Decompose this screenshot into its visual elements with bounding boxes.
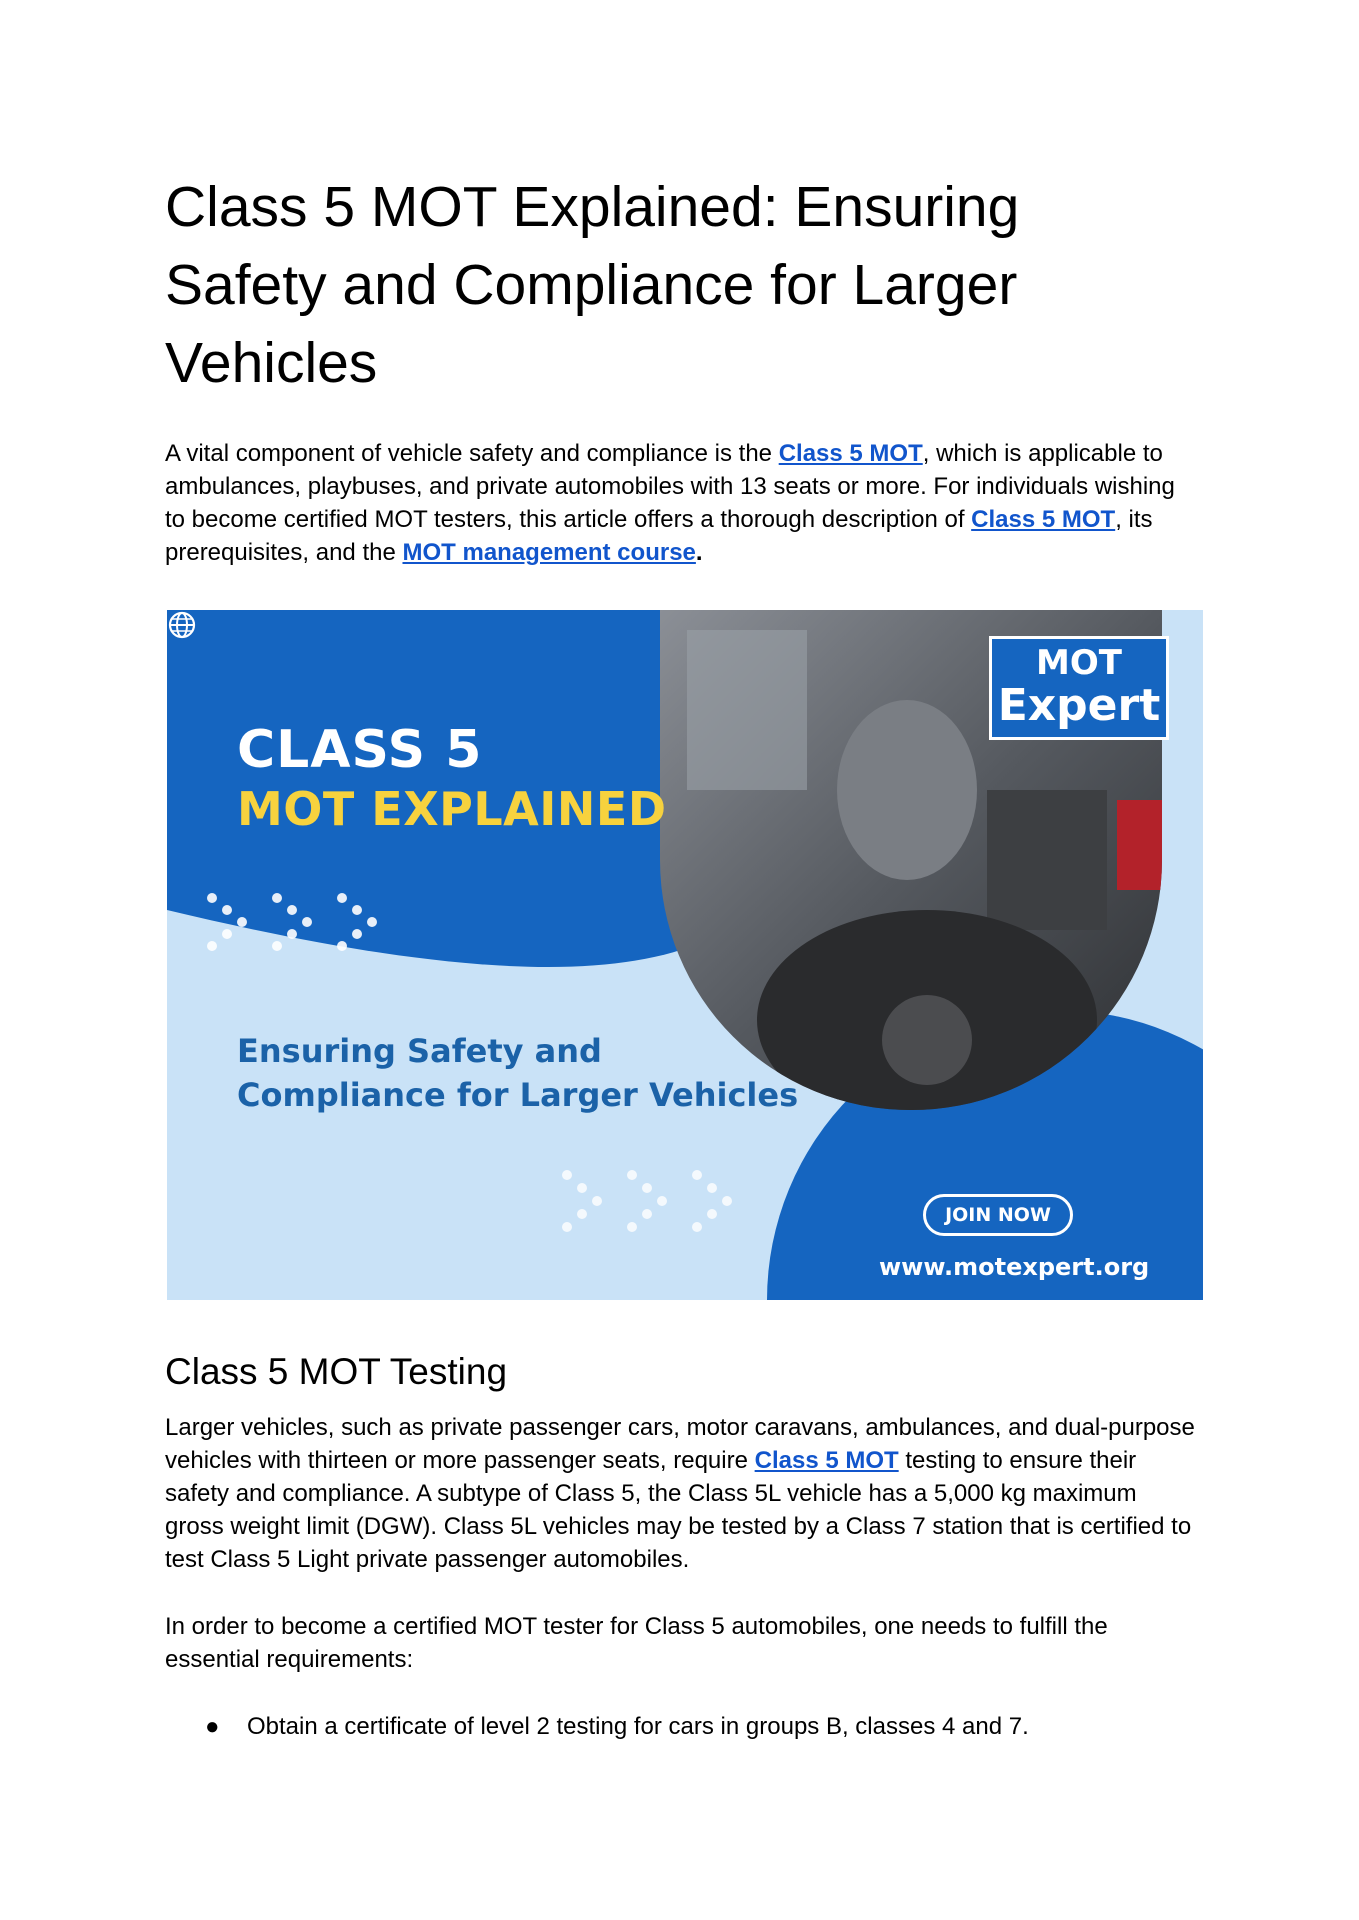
logo-line2: Expert [997, 680, 1161, 731]
testing-text-1: Larger vehicles, such as private passenger cars, motor caravans, ambulances, and dual-purpose vehicles with thirteen or more passenger seats, require [165, 1414, 1195, 1474]
testing-text-2: testing to ensure their safety and compliance. A subtype of Class 5, the Class 5L vehicle has a 5,000 kg maximum gross weight limit (DGW). Class 5L vehicles may be tested by a Class 7 station that is certified to test Class 5 Light private passenger automobiles. [165, 1447, 1192, 1573]
article-title: Class 5 MOT Explained: Ensuring Safety and Compliance for Larger Vehicles [165, 175, 1020, 395]
intro-text-4: . [695, 539, 703, 566]
intro-text-1: A vital component of vehicle safety and compliance is the [165, 440, 779, 467]
globe-icon [167, 610, 197, 640]
banner-heading-line2: MOT EXPLAINED [237, 782, 667, 836]
intro-text-2: , which is applicable to ambulances, playbuses, and private automobiles with 13 seats or more. For individuals wishing to become certified MOT testers, this article offers a thorough description of [165, 440, 1175, 533]
logo-line1: MOT [1036, 643, 1122, 683]
requirements-list [165, 1710, 1029, 1743]
class5-mot-link-3[interactable]: Class 5 MOT [754, 1447, 899, 1474]
banner-heading-line1: CLASS 5 [237, 720, 483, 780]
testing-paragraph [165, 1411, 1200, 1576]
intro-text-3: , its prerequisites, and the [165, 506, 1153, 566]
list-item [165, 1710, 1029, 1743]
intro-paragraph [165, 437, 1200, 569]
banner-url: www.motexpert.org [879, 1253, 1150, 1281]
list-item-text: Obtain a certificate of level 2 testing for cars in groups B, classes 4 and 7. [247, 1713, 1029, 1740]
mot-expert-logo [989, 636, 1169, 740]
class5-mot-link-2[interactable]: Class 5 MOT [971, 506, 1116, 533]
bullet-icon: ● [205, 1713, 220, 1740]
article-banner-image [167, 610, 1203, 1300]
requirements-paragraph: In order to become a certified MOT tester for Class 5 automobiles, one needs to fulfill the essential requirements: [165, 1613, 1108, 1673]
class5-mot-link[interactable]: Class 5 MOT [778, 440, 923, 467]
banner-subheading-line1: Ensuring Safety and [237, 1032, 602, 1070]
section-heading: Class 5 MOT Testing [165, 1351, 508, 1392]
mot-management-course-link[interactable]: MOT management course [402, 539, 696, 566]
chevron-dots-bottom [562, 1170, 732, 1232]
banner-subheading-line2: Compliance for Larger Vehicles [237, 1076, 799, 1114]
join-now-button: JOIN NOW [923, 1194, 1073, 1236]
